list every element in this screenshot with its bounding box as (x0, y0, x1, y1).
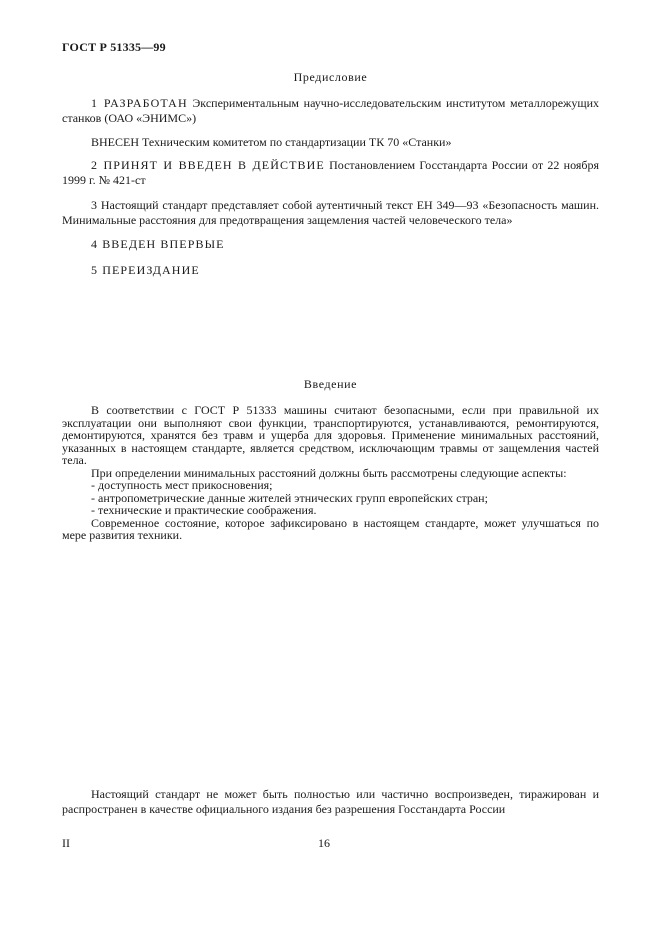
foreword-item-3: 3 Настоящий стандарт представляет собой аутентичный текст ЕН 349—93 «Безопасность машин. Минимальные расстояния для предотвращения защемления частей человеческого тела» (62, 198, 599, 227)
introduction-paragraph-2: При определении минимальных расстояний должны быть рассмотрены следующие аспекты: (91, 465, 567, 480)
foreword-item-1 (62, 96, 599, 125)
foreword-item-1b (62, 135, 599, 150)
foreword-item-1b-text: Техническим комитетом по стандартизации ТК 70 «Станки» (139, 135, 452, 149)
introduction-title: Введение (303, 377, 358, 391)
foreword-item-4: 4 ВВЕДЕН ВПЕРВЫЕ (91, 237, 225, 251)
introduction-paragraph-3: Современное состояние, которое зафиксировано в настоящем стандарте, может улучшаться по мере развития техники. (62, 515, 599, 542)
introduction-paragraph-1: В соответствии с ГОСТ Р 51333 машины считают безопасными, если при правильной их эксплуатации они выполняют свои функции, транспортируются, устанавливаются, ремонтируются, демонтируются, хранятся без травм и ущерба для здоровья. Применение минимальных расстояний, указанных в настоящем стандарте, является средством, исключающим травмы от защемления частей тела. (62, 403, 599, 467)
foreword-item-1b-lead: ВНЕСЕН (91, 135, 139, 149)
document-code: ГОСТ Р 51335—99 (62, 40, 166, 54)
foreword-item-1-text: Экспериментальным научно-исследовательским институтом металлорежущих станков (ОАО «ЭНИМС») (62, 96, 599, 125)
introduction-bullet-3: - технические и практические соображения. (91, 503, 317, 517)
foreword-item-2-text: Постановлением Госстандарта России от 22 ноября 1999 г. № 421-ст (62, 158, 600, 187)
foreword-item-2-lead: 2 ПРИНЯТ И ВВЕДЕН В ДЕЙСТВИЕ (91, 158, 325, 172)
foreword-item-5: 5 ПЕРЕИЗДАНИЕ (91, 263, 200, 277)
introduction-bullet-2: - антропометрические данные жителей этнических групп европейских стран; (91, 490, 488, 505)
foreword-title: Предисловие (293, 70, 368, 84)
roman-page-number: II (62, 836, 70, 850)
introduction-bullet-1: - доступность мест прикосновения; (91, 478, 273, 492)
foreword-item-2 (62, 158, 599, 187)
foreword-item-1-lead: 1 РАЗРАБОТАН (91, 96, 188, 110)
introduction-body (62, 404, 599, 542)
page-number: 16 (318, 836, 330, 850)
copyright-notice: Настоящий стандарт не может быть полностью или частично воспроизведен, тиражирован и распространен в качестве официального издания без разрешения Госстандарта России (62, 787, 599, 816)
